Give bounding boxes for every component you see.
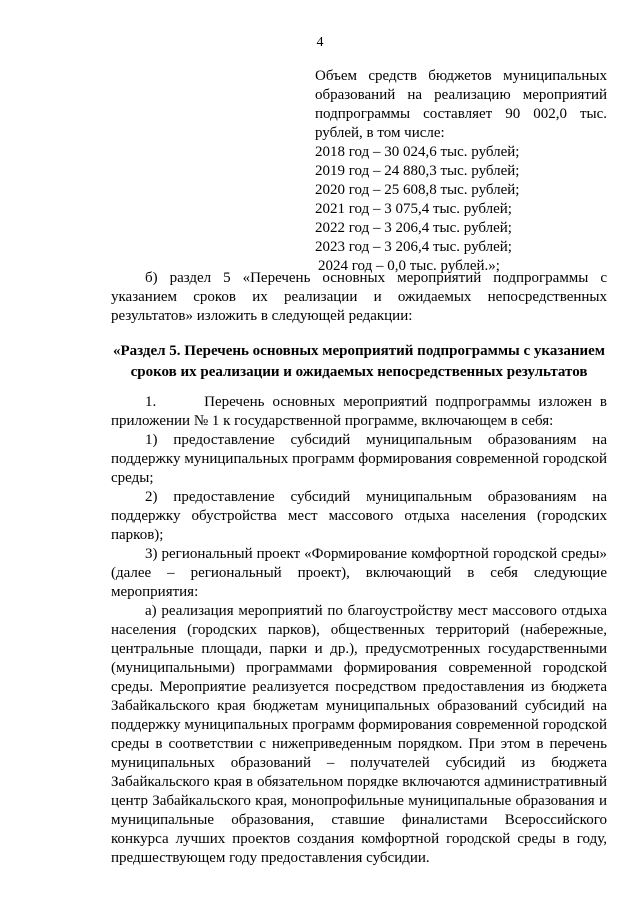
item-b-paragraph: б) раздел 5 «Перечень основных мероприятий подпрограммы с указанием сроков их реализации и ожидаемых непосредственных результатов» изложить в следующей редакции: [111, 270, 607, 324]
budget-year-2020: 2020 год – 25 608,8 тыс. рублей; [315, 182, 520, 198]
budget-year-2023: 2023 год – 3 206,4 тыс. рублей; [315, 239, 512, 255]
page-number: 4 [316, 35, 324, 50]
budget-year-2021: 2021 год – 3 075,4 тыс. рублей; [315, 201, 512, 217]
section-heading: «Раздел 5. Перечень основных мероприятий подпрограммы с указанием сроков их реализации и ожидаемых непосредственных результатов [112, 343, 606, 380]
budget-block [315, 67, 607, 276]
list-item-1: 1) предоставление субсидий муниципальным образованиям на поддержку муниципальных программ формирования современной городской среды; [111, 432, 607, 486]
budget-year-2018: 2018 год – 30 024,6 тыс. рублей; [315, 144, 520, 160]
list-item-a: а) реализация мероприятий по благоустройству мест массового отдыха населения (городских парков), общественных территорий (набережные, центральные площади, парки и др.), предусмотренных государственными (муниципальными) программами формирования современной городской среды. Мероприятие реализуется посредством предоставления из бюджета Забайкальского края бюджетам муниципальных образований субсидий на поддержку муниципальных программ формирования современной городской среды в соответствии с нижеприведенным порядком. При этом в перечень муниципальных образований – получателей субсидий из бюджета Забайкальского края в обязательном порядке включаются административный центр Забайкальского края, монопрофильные муниципальные образования и муниципальные образования, ставшие финалистами Всероссийского конкурса лучших проектов создания комфортной городской среды в году, предшествующем году предоставления субсидии. [111, 603, 607, 866]
list-item-3: 3) региональный проект «Формирование комфортной городской среды» (далее – региональный проект), включающий в себя следующие мероприятия: [111, 546, 607, 600]
budget-intro: Объем средств бюджетов муниципальных образований на реализацию мероприятий подпрограммы составляет 90 002,0 тыс. рублей, в том числе: [315, 68, 607, 141]
paragraph-1: 1. Перечень основных мероприятий подпрограммы изложен в приложении № 1 к государственной программе, включающем в себя: [111, 394, 611, 429]
list-item-2: 2) предоставление субсидий муниципальным образованиям на поддержку обустройства мест массового отдыха населения (городских парков); [111, 489, 607, 543]
budget-year-2019: 2019 год – 24 880,3 тыс. рублей; [315, 163, 520, 179]
budget-year-2024: 2024 год – 0,0 тыс. рублей.»; [318, 258, 500, 274]
section-body [111, 393, 611, 868]
budget-year-2022: 2022 год – 3 206,4 тыс. рублей; [315, 220, 512, 236]
